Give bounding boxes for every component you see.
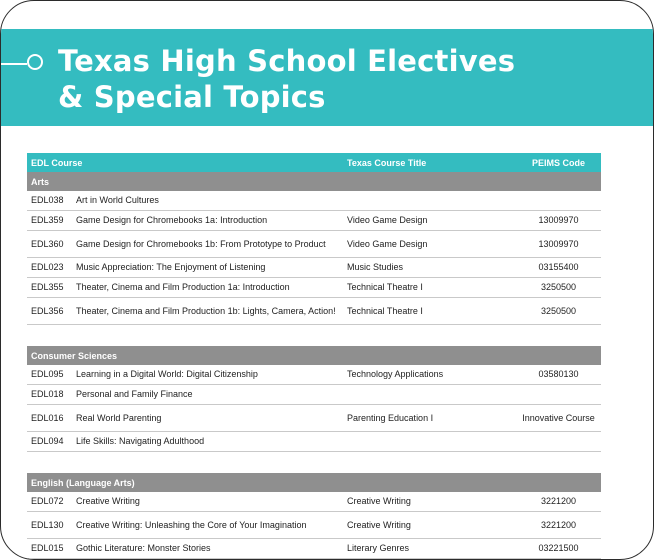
course-code-cell: EDL016 (27, 405, 72, 432)
course-name-cell: Creative Writing: Unleashing the Core of Your Imagination (72, 512, 343, 539)
course-code-cell: EDL130 (27, 512, 72, 539)
peims-code-cell: 03221500 (516, 539, 601, 559)
table-row (27, 365, 601, 385)
texas-course-title-cell (343, 385, 516, 405)
course-code-cell: EDL023 (27, 258, 72, 278)
course-name-cell: Gothic Literature: Monster Stories (72, 539, 343, 559)
course-name-cell: Art in World Cultures (72, 191, 343, 211)
peims-code-cell (516, 191, 601, 211)
header-texas-course-title: Texas Course Title (343, 153, 516, 172)
table-row (27, 512, 601, 539)
section-name: English (Language Arts) (27, 473, 601, 492)
peims-code-cell: 3221200 (516, 512, 601, 539)
banner-line-decoration (1, 63, 27, 65)
table-row (27, 298, 601, 325)
table-row (27, 492, 601, 512)
texas-course-title-cell: Creative Writing (343, 512, 516, 539)
header-edl-course: EDL Course (27, 153, 343, 172)
peims-code-cell: 03580130 (516, 365, 601, 385)
section-name: Consumer Sciences (27, 346, 601, 365)
table-row (27, 231, 601, 258)
course-name-cell: Game Design for Chromebooks 1a: Introduction (72, 211, 343, 231)
peims-code-cell: 3221200 (516, 492, 601, 512)
peims-code-cell: Innovative Course (516, 405, 601, 432)
texas-course-title-cell: Technical Theatre I (343, 278, 516, 298)
texas-course-title-cell: Video Game Design (343, 211, 516, 231)
course-code-cell: EDL015 (27, 539, 72, 559)
table-row (27, 432, 601, 452)
course-code-cell: EDL094 (27, 432, 72, 452)
peims-code-cell: 13009970 (516, 231, 601, 258)
course-code-cell: EDL018 (27, 385, 72, 405)
table-row (27, 405, 601, 432)
course-name-cell: Real World Parenting (72, 405, 343, 432)
table-row (27, 385, 601, 405)
texas-course-title-cell: Video Game Design (343, 231, 516, 258)
section-header-row (27, 172, 601, 191)
course-name-cell: Creative Writing (72, 492, 343, 512)
peims-code-cell: 03155400 (516, 258, 601, 278)
circle-icon (27, 54, 43, 70)
texas-course-title-cell: Literary Genres (343, 539, 516, 559)
texas-course-title-cell: Technical Theatre I (343, 298, 516, 325)
section-header-row (27, 473, 601, 492)
table-row (27, 211, 601, 231)
table-row (27, 539, 601, 559)
section-name: Arts (27, 172, 601, 191)
course-name-cell: Game Design for Chromebooks 1b: From Prototype to Product (72, 231, 343, 258)
course-name-cell: Music Appreciation: The Enjoyment of Listening (72, 258, 343, 278)
course-code-cell: EDL356 (27, 298, 72, 325)
peims-code-cell (516, 385, 601, 405)
table-row (27, 191, 601, 211)
peims-code-cell (516, 432, 601, 452)
texas-course-title-cell (343, 191, 516, 211)
table-row (27, 278, 601, 298)
course-table (27, 153, 601, 559)
course-name-cell: Theater, Cinema and Film Production 1a: Introduction (72, 278, 343, 298)
section-spacer (27, 325, 601, 347)
course-name-cell: Life Skills: Navigating Adulthood (72, 432, 343, 452)
course-name-cell: Learning in a Digital World: Digital Citizenship (72, 365, 343, 385)
course-code-cell: EDL095 (27, 365, 72, 385)
spacer-cell (27, 452, 601, 474)
page-title-line-2: & Special Topics (58, 80, 326, 114)
course-code-cell: EDL359 (27, 211, 72, 231)
course-code-cell: EDL038 (27, 191, 72, 211)
course-code-cell: EDL072 (27, 492, 72, 512)
header-peims-code: PEIMS Code (516, 153, 601, 172)
section-spacer (27, 452, 601, 474)
table-row (27, 258, 601, 278)
table-header-row (27, 153, 601, 172)
page-title (58, 43, 515, 115)
texas-course-title-cell (343, 432, 516, 452)
course-code-cell: EDL355 (27, 278, 72, 298)
texas-course-title-cell: Technology Applications (343, 365, 516, 385)
course-name-cell: Personal and Family Finance (72, 385, 343, 405)
section-header-row (27, 346, 601, 365)
peims-code-cell: 3250500 (516, 298, 601, 325)
course-code-cell: EDL360 (27, 231, 72, 258)
texas-course-title-cell: Music Studies (343, 258, 516, 278)
texas-course-title-cell: Creative Writing (343, 492, 516, 512)
texas-course-title-cell: Parenting Education I (343, 405, 516, 432)
page-title-line-1: Texas High School Electives (58, 44, 516, 78)
peims-code-cell: 13009970 (516, 211, 601, 231)
course-name-cell: Theater, Cinema and Film Production 1b: Lights, Camera, Action! (72, 298, 343, 325)
spacer-cell (27, 325, 601, 347)
title-banner (1, 29, 653, 126)
peims-code-cell: 3250500 (516, 278, 601, 298)
